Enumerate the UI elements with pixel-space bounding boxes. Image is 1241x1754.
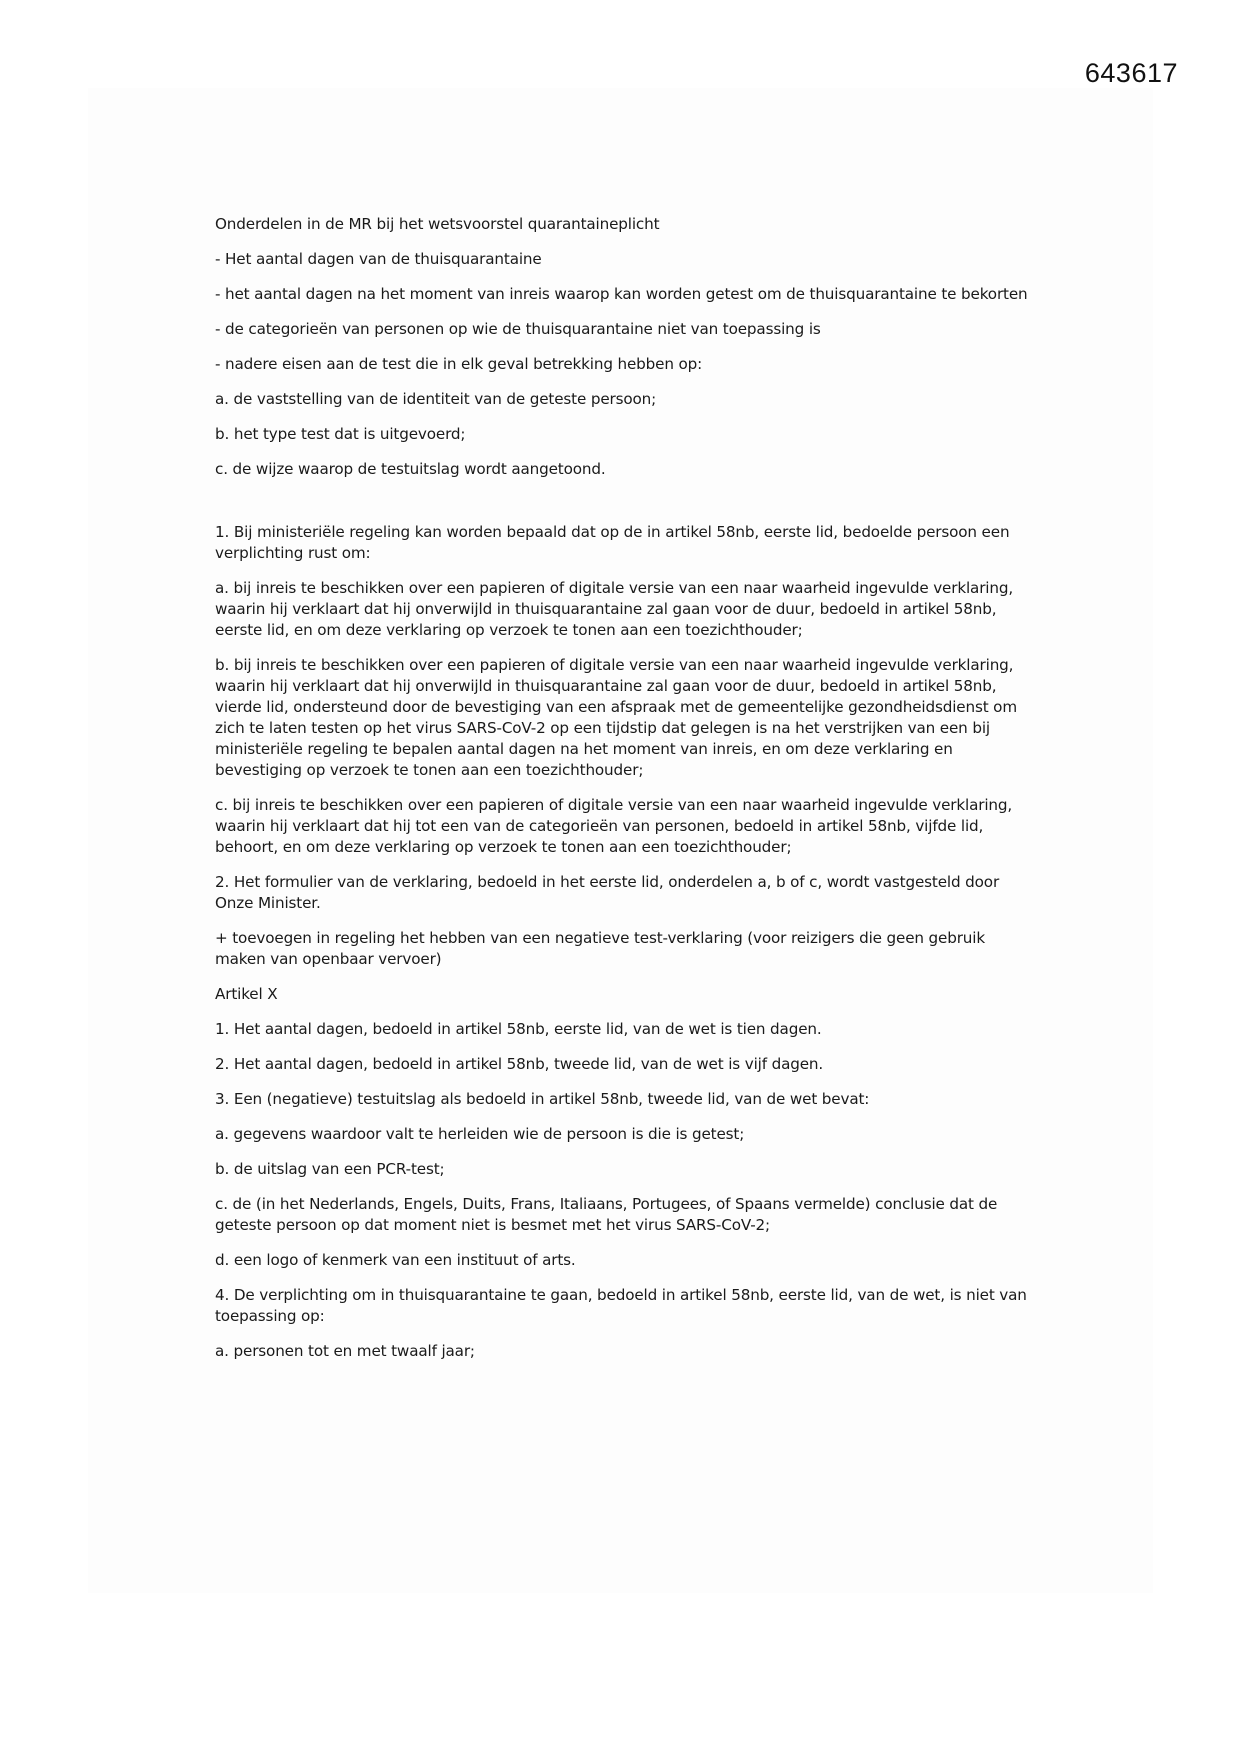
artikel-paragraph: c. de (in het Nederlands, Engels, Duits, Frans, Italiaans, Portugees, of Spaans vermelde) conclusie dat de geteste persoon op dat moment niet is besmet met het virus SARS-CoV-2; [215,1195,998,1234]
intro-subitem: b. het type test dat is uitgevoerd; [215,425,466,443]
intro-subitem: a. de vaststelling van de identiteit van de geteste persoon; [215,390,657,408]
artikel-paragraph: b. de uitslag van een PCR-test; [215,1160,445,1178]
regeling-paragraph: a. bij inreis te beschikken over een papieren of digitale versie van een naar waarheid ingevulde verklaring, waarin hij verklaart dat hij onverwijld in thuisquarantaine zal gaan voor de duur, bedoeld in artikel 58nb, eerste lid, en om deze verklaring op verzoek te tonen aan een toezichthouder; [215,579,1014,639]
artikel-paragraph: 2. Het aantal dagen, bedoeld in artikel 58nb, tweede lid, van de wet is vijf dagen. [215,1055,824,1073]
document-number: 643617 [1084,58,1178,88]
intro-subitem: c. de wijze waarop de testuitslag wordt aangetoond. [215,460,606,478]
artikel-paragraph: a. gegevens waardoor valt te herleiden wie de persoon is die is getest; [215,1125,745,1143]
document-body [215,214,1035,1376]
artikel-paragraph: 3. Een (negatieve) testuitslag als bedoeld in artikel 58nb, tweede lid, van de wet bevat: [215,1090,870,1108]
regeling-paragraph: b. bij inreis te beschikken over een papieren of digitale versie van een naar waarheid ingevulde verklaring, waarin hij verklaart dat hij onverwijld in thuisquarantaine zal gaan voor de duur, bedoeld in artikel 58nb, vierde lid, ondersteund door de bevestiging van een afspraak met de gemeentelijke gezondheidsdienst om zich te laten testen op het virus SARS-CoV-2 op een tijdstip dat gelegen is na het verstrijken van een bij ministeriële regeling te bepalen aantal dagen na het moment van inreis, en om deze verklaring en bevestiging op verzoek te tonen aan een toezichthouder; [215,656,1017,779]
regeling-note: + toevoegen in regeling het hebben van een negatieve test-verklaring (voor reizigers die geen gebruik maken van openbaar vervoer) [215,929,986,968]
regeling-paragraph: 2. Het formulier van de verklaring, bedoeld in het eerste lid, onderdelen a, b of c, wordt vastgesteld door Onze Minister. [215,873,1000,912]
section-spacer [215,494,1035,522]
intro-title: Onderdelen in de MR bij het wetsvoorstel quarantaineplicht [215,215,660,233]
regeling-paragraph: c. bij inreis te beschikken over een papieren of digitale versie van een naar waarheid ingevulde verklaring, waarin hij verklaart dat hij tot een van de categorieën van personen, bedoeld in artikel 58nb, vijfde lid, behoort, en om deze verklaring op verzoek te tonen aan een toezichthouder; [215,796,1013,856]
artikel-paragraph: a. personen tot en met twaalf jaar; [215,1342,475,1360]
regeling-paragraph: 1. Bij ministeriële regeling kan worden bepaald dat op de in artikel 58nb, eerste lid, bedoelde persoon een verplichting rust om: [215,523,1010,562]
intro-item: - het aantal dagen na het moment van inreis waarop kan worden getest om de thuisquarantaine te bekorten [215,285,1028,303]
regeling-section [215,522,1035,970]
artikel-section [215,984,1035,1362]
intro-item: - nadere eisen aan de test die in elk geval betrekking hebben op: [215,355,703,373]
artikel-paragraph: 1. Het aantal dagen, bedoeld in artikel 58nb, eerste lid, van de wet is tien dagen. [215,1020,822,1038]
artikel-paragraph: 4. De verplichting om in thuisquarantaine te gaan, bedoeld in artikel 58nb, eerste lid, van de wet, is niet van toepassing op: [215,1286,1027,1325]
intro-item: - de categorieën van personen op wie de thuisquarantaine niet van toepassing is [215,320,821,338]
intro-section [215,214,1035,480]
artikel-paragraph: d. een logo of kenmerk van een instituut of arts. [215,1251,576,1269]
intro-item: - Het aantal dagen van de thuisquarantaine [215,250,542,268]
artikel-heading: Artikel X [215,985,278,1003]
